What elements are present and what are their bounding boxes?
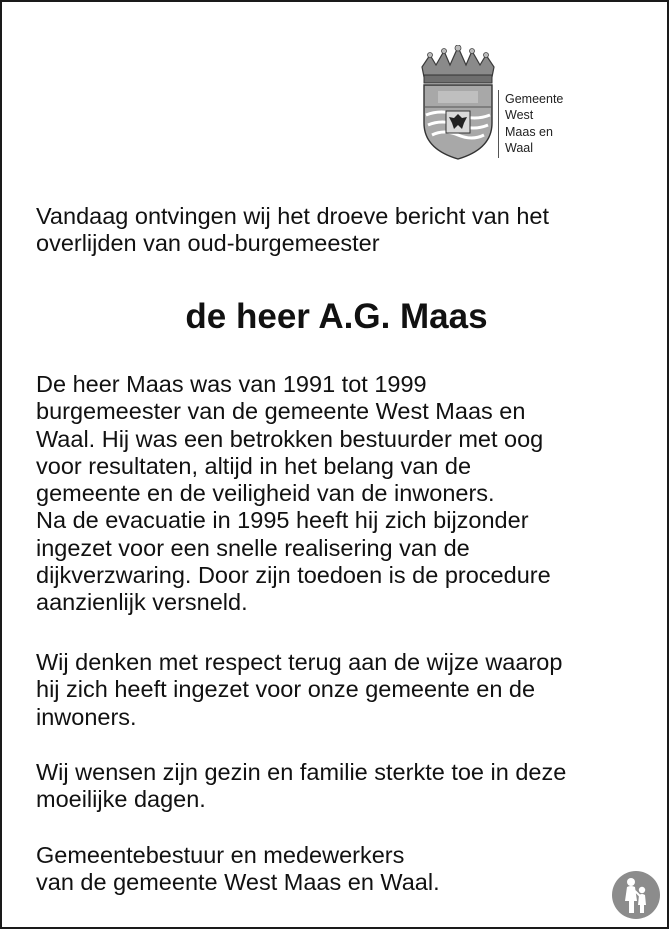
sympathy-paragraph	[36, 759, 646, 814]
text-line: De heer Maas was van 1991 tot 1999	[36, 371, 427, 397]
logo-line: Maas en	[505, 124, 553, 139]
text-line: inwoners.	[36, 703, 137, 730]
text-line: ingezet voor een snelle realisering van de	[36, 534, 470, 561]
text-line: Vandaag ontvingen wij het droeve bericht van het	[36, 203, 549, 229]
text-line: Wij wensen zijn gezin en familie sterkte toe in deze	[36, 759, 567, 785]
logo-line: Waal	[505, 141, 534, 156]
text-line: Wij denken met respect terug aan de wijze waarop	[36, 649, 563, 675]
text-line: hij zich heeft ingezet voor onze gemeente en de	[36, 676, 536, 703]
text-line: aanzienlijk versneld.	[36, 589, 248, 616]
municipality-name	[505, 91, 563, 157]
municipality-logo	[416, 45, 576, 163]
logo-divider	[498, 90, 499, 158]
signature	[36, 842, 646, 897]
mourning-figures-icon	[612, 871, 660, 919]
text-line: burgemeester van de gemeente West Maas en	[36, 398, 526, 425]
text-line: Gemeentebestuur en medewerkers	[36, 842, 405, 868]
coat-of-arms-icon	[416, 45, 500, 161]
tribute-paragraph	[36, 371, 646, 617]
text-line: dijkverzwaring. Door zijn toedoen is de procedure	[36, 562, 551, 589]
text-line: Na de evacuatie in 1995 heeft hij zich bijzonder	[36, 507, 529, 534]
text-line: moeilijke dagen.	[36, 786, 206, 813]
text-line: overlijden van oud-burgemeester	[36, 230, 380, 257]
logo-line: Gemeente	[505, 92, 564, 106]
intro-paragraph	[36, 203, 646, 258]
deceased-name: de heer A.G. Maas	[185, 297, 488, 336]
text-line: Waal. Hij was een betrokken bestuurder met oog	[36, 425, 544, 452]
logo-line: West	[505, 108, 534, 123]
text-line: voor resultaten, altijd in het belang van de	[36, 452, 472, 479]
text-line: van de gemeente West Maas en Waal.	[36, 869, 440, 896]
remembrance-paragraph	[36, 649, 646, 731]
text-line: gemeente en de veiligheid van de inwoners.	[36, 480, 495, 507]
